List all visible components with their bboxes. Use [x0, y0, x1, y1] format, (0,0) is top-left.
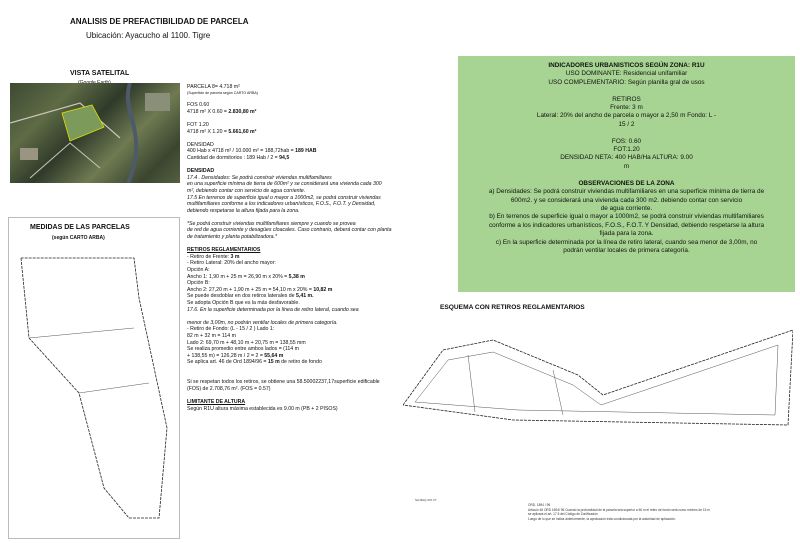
obs-line: b) En terrenos de superficie igual o mayor a 1000m2, se podrá construir viviendas multifamiliares — [489, 213, 764, 221]
satellite-title: VISTA SATELITAL — [70, 70, 130, 77]
art46: Se aplica art. 46 de Ord 1894/96 = 15 m de retiro de fondo — [187, 359, 322, 366]
densidad-label: DENSIDAD — [187, 141, 214, 148]
obs-line: 600m2. y se considerará una vivienda cada 300 m2. debiendo contar con servicio — [510, 196, 743, 204]
respetan-line: Si se respetan todos los retiros, se obtiene una 58.50002237,17superficie edificable — [187, 379, 380, 386]
densidad-calc: 400 Hab x 4718 m² / 10.000 m² = 188,72hab = 189 HAB — [187, 148, 317, 155]
fos-calc: 4718 m² X 0.60 = 2.830,80 m² — [187, 108, 257, 115]
satellite-image — [10, 83, 180, 183]
drawing-code: SA MAQ 237 27 — [415, 498, 437, 502]
uso-dominante: USO DOMINANTE: Residencial unifamiliar — [565, 70, 688, 78]
retiro-lateral: Lateral: 20% del ancho de parcela o mayor a 2,50 m Fondo: L - — [536, 112, 717, 120]
densidad-line: en una superficie mínima de tierra de 600m² y se considerará una vivienda cada 300 — [187, 181, 382, 188]
retiro-frente: Frente: 3 m — [610, 104, 643, 112]
observaciones-title: OBSERVACIONES DE LA ZONA — [578, 179, 675, 187]
densidad-line: 17.5 En terrenos de superficie igual o mayor a 1000m2, se podrá construir viviendas — [187, 194, 381, 201]
footer-note-line: Luego de lo que se indica anteriormente, la aprobación está condicionada por la autoridad de aplicación. — [528, 516, 676, 521]
fondo-line: + 138,55 m) = 126,28 m / 2 = 2 = 55,64 m — [187, 352, 284, 359]
medidas-subtitle: (según CARTO ARBA) — [52, 235, 105, 241]
fondo-line: - Retiro de Fondo: (L - 15 / 2 ) Lado 1: — [187, 326, 275, 333]
obs-line: conforme a los indicadores urbanísticos, F.O.S., F.O.T. Y Densidad, debiendo respetarse la altura — [488, 221, 765, 229]
retiro-lateral: - Retiro Lateral: 20% del ancho mayor: — [187, 260, 276, 267]
densidad2-label: DENSIDAD — [187, 168, 215, 175]
retiro-frente: - Retiro de Frente: 3 m — [187, 253, 240, 260]
opcion-b: Opción B: — [187, 280, 210, 287]
fondo-line: 82 m + 32 m = 114 m — [187, 332, 236, 339]
ancho2-b: Ancho 2: 27,20 m + 1,90 m + 25 m = 54,10 m x 20% = 10,82 m — [187, 286, 333, 293]
parcela-area: PARCELA 8= 4.718 m² — [187, 84, 240, 90]
parcela-note: (Superficie de parcela según CARTO ARBA) — [187, 90, 258, 95]
densidad-line: 17.4 . Densidades: Se podrá construir viviendas multifamiliares — [187, 174, 332, 181]
line-176: 17.6. En la superficie determinada por la línea de retiro lateral, cuando sea — [187, 306, 359, 313]
limitante-text: Según R1U altura máxima establecida es 9.00 m (PB + 2 PISOS) — [187, 405, 338, 412]
indicadores-panel — [458, 56, 795, 292]
retiros-title: RETIROS REGLAMENTARIOS — [187, 247, 261, 254]
fondo-line: Se realiza promedio entre ambos lados = (114 m — [187, 346, 299, 353]
opcion-a: Opción A: — [187, 267, 210, 274]
densidad-line: m², debiendo contar con servicio de agua corriente. — [187, 187, 306, 194]
fos-value: FOS: 0.60 — [611, 137, 642, 145]
densidad-line: multifamiliares conforme a los indicadores urbanísticos, F.O.S., F.O.T. y Densidad, — [187, 201, 376, 208]
obs-line: c) En la superficie determinada por la línea de retiro lateral, cuando sea menor de 3,00m, no — [495, 238, 758, 246]
esquema-retiros-graphic — [403, 310, 793, 428]
page-title: ANALISIS DE PREFACTIBILIDAD DE PARCELA — [70, 17, 249, 26]
esquema-drawing — [403, 310, 793, 428]
medidas-title: MEDIDAS DE LAS PARCELAS — [30, 224, 130, 231]
nota-line: de tratamiento y planta potabilizadora.* — [187, 234, 277, 241]
fot-value: FOT:1.20 — [613, 146, 640, 154]
fondo-line: Lado 2: 69,70 m + 48,10 m + 20,75 m = 138,55 mm — [187, 339, 306, 346]
desdoblar: Se puede desdoblar en dos retiros laterales de 5,41 m. — [187, 293, 314, 300]
densidad-neta-cont: m — [623, 162, 630, 170]
limitante-title: LIMITANTE DE ALTURA — [187, 398, 246, 405]
dormitorios-calc: Cantidad de dormitorios : 189 Hab / 2 = 94,5 — [187, 154, 290, 161]
footer-note-line: Articulo 46 ORD 1894/ 96 Cuando la profundidad de la parcela sea superior a 60 m el retiro de fondo será como mínimo de 15 m — [528, 507, 710, 512]
line-176: menor de 3,00m, no podrán ventilar locales de primera categoría. — [187, 319, 338, 326]
retiros-heading: RETIROS — [612, 95, 641, 103]
retiro-lateral-cont: 15 / 2 — [618, 120, 635, 128]
fot-calc: 4718 m² X 1.20 = 5.661,60 m² — [187, 128, 257, 135]
fos-label: FOS 0.60 — [187, 102, 210, 109]
adopta: Se adopta Opción B que es la más desfavorable. — [187, 300, 300, 306]
medidas-panel — [8, 217, 180, 539]
page-subtitle: Ubicación: Ayacucho al 1100. Tigre — [86, 31, 211, 40]
obs-line: fijada para la zona. — [599, 230, 654, 238]
parcel-measurements-drawing — [9, 218, 179, 538]
nota-line: de red de agua corriente y desagües cloacales. Caso contrario, deberá contar con planta — [187, 227, 392, 234]
footer-note-line: se aplicará el art. 17.5 del Código de Zonificación — [528, 512, 598, 517]
nota-line: *Se podrá construir viviendas multifamiliares siempre y cuando se provea — [187, 220, 356, 227]
footer-note — [528, 503, 798, 521]
obs-line: de agua corriente. — [600, 204, 653, 212]
fot-label: FOT 1.20 — [187, 121, 209, 128]
densidad-neta: DENSIDAD NETA: 400 HAB/Ha ALTURA: 9.00 — [560, 154, 693, 162]
esquema-title: ESQUEMA CON RETIROS REGLAMENTARIOS — [440, 304, 585, 311]
densidad-line: debiendo respetarse la altura fijada para la zona. — [187, 207, 300, 214]
footer-note-line: ORD. 1894 / 96 — [528, 503, 551, 507]
obs-line: podrán ventilar locales de primera categoría. — [563, 246, 690, 254]
ancho1-a: Ancho 1: 1,90 m + 25 m = 26,90 m x 20% = 5,38 m — [187, 273, 305, 280]
indicadores-title: INDICADORES URBANISTICOS SEGÚN ZONA: R1U — [548, 62, 705, 69]
satellite-map-graphic — [10, 83, 180, 183]
respetan-line: (FOS) de 2.708,76 m². (FOS = 0.57) — [187, 385, 271, 392]
obs-line: a) Densidades: Se podrá construir viviendas multifamiliares en una superficie mínima de tierra de — [488, 188, 765, 196]
uso-complementario: USO COMPLEMENTARIO: Según planilla gral de usos — [548, 78, 705, 86]
